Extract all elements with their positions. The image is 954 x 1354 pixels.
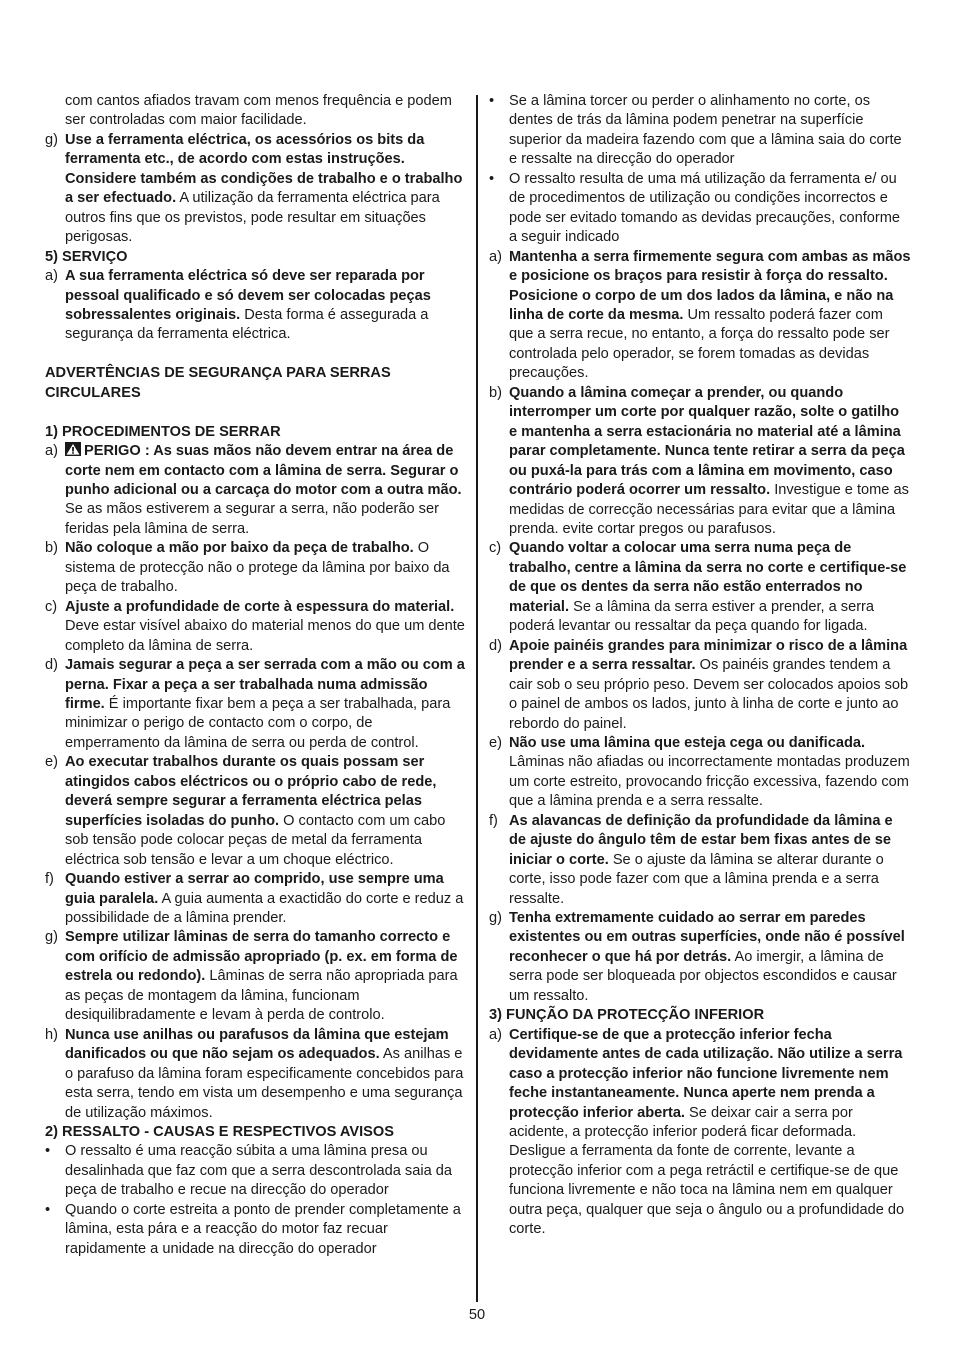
left-column — [45, 92, 465, 1259]
kickback-item-e: e) Não use uma lâmina que esteja cega ou danificada. Lâminas não afiadas ou incorrectamente montadas produzem um corte estreito, provocando fricção excessiva, fazendo com que a lâmina prenda e a serra ressalte. — [489, 734, 910, 810]
service-item-a: a) A sua ferramenta eléctrica só deve ser reparada por pessoal qualificado e só devem ser colocadas peças sobressalentes originais. Desta forma é assegurada a segurança da ferramenta eléctrica. — [45, 268, 431, 343]
kickback-bullet: • O ressalto é uma reacção súbita a uma lâmina presa ou desalinhada que faz com que a serra descontrolada saia da peça de trabalho e recue na direcção do operador — [45, 1143, 452, 1199]
kickback-item-c: c) Quando voltar a colocar uma serra numa peça de trabalho, centre a lâmina da serra no corte e certifique-se de que os dentes da serra não estão enterrados no material. Se a lâmina da serra estiver a prender, a serra poderá levantar ou ressaltar da peça quando for ligada. — [489, 540, 907, 635]
page-number: 50 — [468, 1307, 486, 1323]
procedure-item-g: g) Sempre utilizar lâminas de serra do tamanho correcto e com orifício de admissão apropriado (p. ex. em forma de estrela ou redondo). Lâminas de serra não apropriada para as peças de montagem da lâmina, funcionam desiquilibradamente e levam à perda de controlo. — [45, 929, 458, 1024]
procedure-item-c: c) Ajuste a profundidade de corte à espessura do material. Deve estar visível abaixo do material menos do que um dente completo da lâmina de serra. — [45, 598, 465, 654]
service-heading: 5) SERVIÇO — [45, 248, 128, 265]
kickback-bullet: • O ressalto resulta de uma má utilização da ferramenta e/ ou de procedimentos de utilização ou condições incorrectos e pode ser evitado tomando as devidas precauções, conforme a seguir indicado — [489, 170, 901, 246]
guard-item-a: a) Certifique-se de que a protecção inferior fecha devidamente antes de cada utilização. Não utilize a serra caso a protecção inferior não funcione livremente nem feche instantaneamente. Nunca aperte nem prenda a protecção inferior aberta. Se deixar cair a serra por acidente, a protecção inferior poderá ficar deformada. Desligue a ferramenta da fonte de corrente, levante a protecção inferior com a pega retráctil e certifique-se de que funciona livremente e não toca na lâmina nem em qualquer outra peça, qualquer que seja o ângulo ou a profundidade do corte. — [489, 1026, 905, 1238]
procedure-item-e: e) Ao executar trabalhos durante os quais possam ser atingidos cabos eléctricos ou o próprio cabo de rede, deverá sempre segurar a ferramenta eléctrica pelas superfícies isoladas do punho. O contacto com um cabo sob tensão pode colocar peças de metal da ferramenta eléctrica sob tensão e levar a um choque eléctrico. — [45, 754, 446, 868]
bullet-icon: • — [489, 93, 495, 109]
kickback-item-f: f) As alavancas de definição da profundidade da lâmina e de ajuste do ângulo têm de estar bem fixas antes de se iniciar o corte. Se o ajuste da lâmina se alterar durante o corte, isso pode fazer com que a lâmina prenda e a serra ressalte. — [489, 812, 893, 907]
warning-triangle-icon — [65, 442, 81, 456]
bullet-icon: • — [45, 1201, 51, 1218]
kickback-item-a: a) Mantenha a serra firmemente segura com ambas as mãos e posicione os braços para resistir à força do ressalto. Posicione o corpo de um dos lados da lâmina, e não na linha de corte da mesma. Um ressalto poderá fazer com que a serra recue, no entanto, a força do ressalto pode ser controlada pelo operador, se forem tomadas as devidas precauções. — [489, 248, 911, 382]
kickback-bullet: • Se a lâmina torcer ou perder o alinhamento no corte, os dentes de trás da lâmina podem penetrar na superfície superior da madeira fazendo com que a lâmina saia do corte e ressalte na direcção do operador — [489, 93, 902, 168]
kickback-item-b: b) Quando a lâmina começar a prender, ou quando interromper um corte por qualquer razão, solte o gatilho e mantenha a serra estacionária no material até a lâmina parar completamente. Nunca tente retirar a serra da peça ou puxá-la para trás com a lâmina em movimento, caso contrário poderá ocorrer um ressalto. Investigue e tome as medidas de correcção necessárias para evitar que a lâmina prenda. evite cortar pregos ou parafusos. — [489, 384, 909, 537]
procedure-item-d: d) Jamais segurar a peça a ser serrada com a mão ou com a perna. Fixar a peça a ser trabalhada numa admissão firme. É importante fixar bem a peça a ser trabalhada, para minimizar o perigo de contacto com o corpo, de emperramento da lâmina de serra ou perda de control. — [45, 657, 465, 751]
column-divider — [476, 95, 478, 1302]
kickback-item-g: g) Tenha extremamente cuidado ao serrar em paredes existentes ou em outras superfícies, onde não é possível reconhecer o que há por detrás. Ao imergir, a lâmina de serra pode ser bloqueada por objectos escondidos e causar um ressalto. — [489, 910, 905, 1004]
kickback-item-d: d) Apoie painéis grandes para minimizar o risco de a lâmina prender e a serra ressaltar. Os painéis grandes tendem a cair sob o seu próprio peso. Devem ser colocados apoios sob o painel de ambos os lados, junto à linha de corte e junto ao rebordo do painel. — [489, 637, 909, 732]
general-item-g: g) Use a ferramenta eléctrica, os acessórios os bits da ferramenta etc., de acordo com estas instruções. Considere também as condições de trabalho e o trabalho a ser efectuado. A utilização da ferramenta eléctrica para outros fins que os previstos, pode resultar em situações perigosas. — [45, 131, 463, 246]
intro-continuation: com cantos afiados travam com menos frequência e podem ser controladas com maior facilidade. — [65, 93, 452, 129]
procedure-item-h: h) Nunca use anilhas ou parafusos da lâmina que estejam danificados ou que não sejam os adequados. As anilhas e o parafuso da lâmina foram especificamente concebidos para esta serra, tendo em vista um desempenho e uma segurança de utilização máximos. — [45, 1026, 464, 1121]
procedures-heading: 1) PROCEDIMENTOS DE SERRAR — [45, 423, 281, 440]
bullet-icon: • — [45, 1143, 51, 1160]
kickback-heading: 2) RESSALTO - CAUSAS E RESPECTIVOS AVISOS — [45, 1123, 394, 1140]
kickback-bullet: • Quando o corte estreita a ponto de prender completamente a lâmina, esta pára e a reacção do motor faz recuar rapidamente a unidade na direcção do operador — [45, 1201, 461, 1257]
procedure-item-b: b) Não coloque a mão por baixo da peça de trabalho. O sistema de protecção não o protege da lâmina por baixo da peça de trabalho. — [45, 540, 450, 596]
bullet-icon: • — [489, 170, 495, 187]
right-column — [489, 92, 911, 1240]
procedure-item-a: a) PERIGO : As suas mãos não devem entrar na área de corte nem em contacto com a lâmina de serra. Segurar o punho adicional ou a carcaça do motor com a outra mão. Se as mãos estiverem a segurar a serra, não poderão ser feridas pela lâmina de serra. — [45, 443, 462, 537]
procedure-item-f: f) Quando estiver a serrar ao comprido, use sempre uma guia paralela. A guia aumenta a exactidão do corte e reduz a possibilidade de a lâmina prender. — [45, 871, 464, 926]
safety-heading: ADVERTÊNCIAS DE SEGURANÇA PARA SERRAS CIRCULARES — [45, 365, 391, 401]
guard-heading: 3) FUNÇÃO DA PROTECÇÃO INFERIOR — [489, 1007, 765, 1024]
